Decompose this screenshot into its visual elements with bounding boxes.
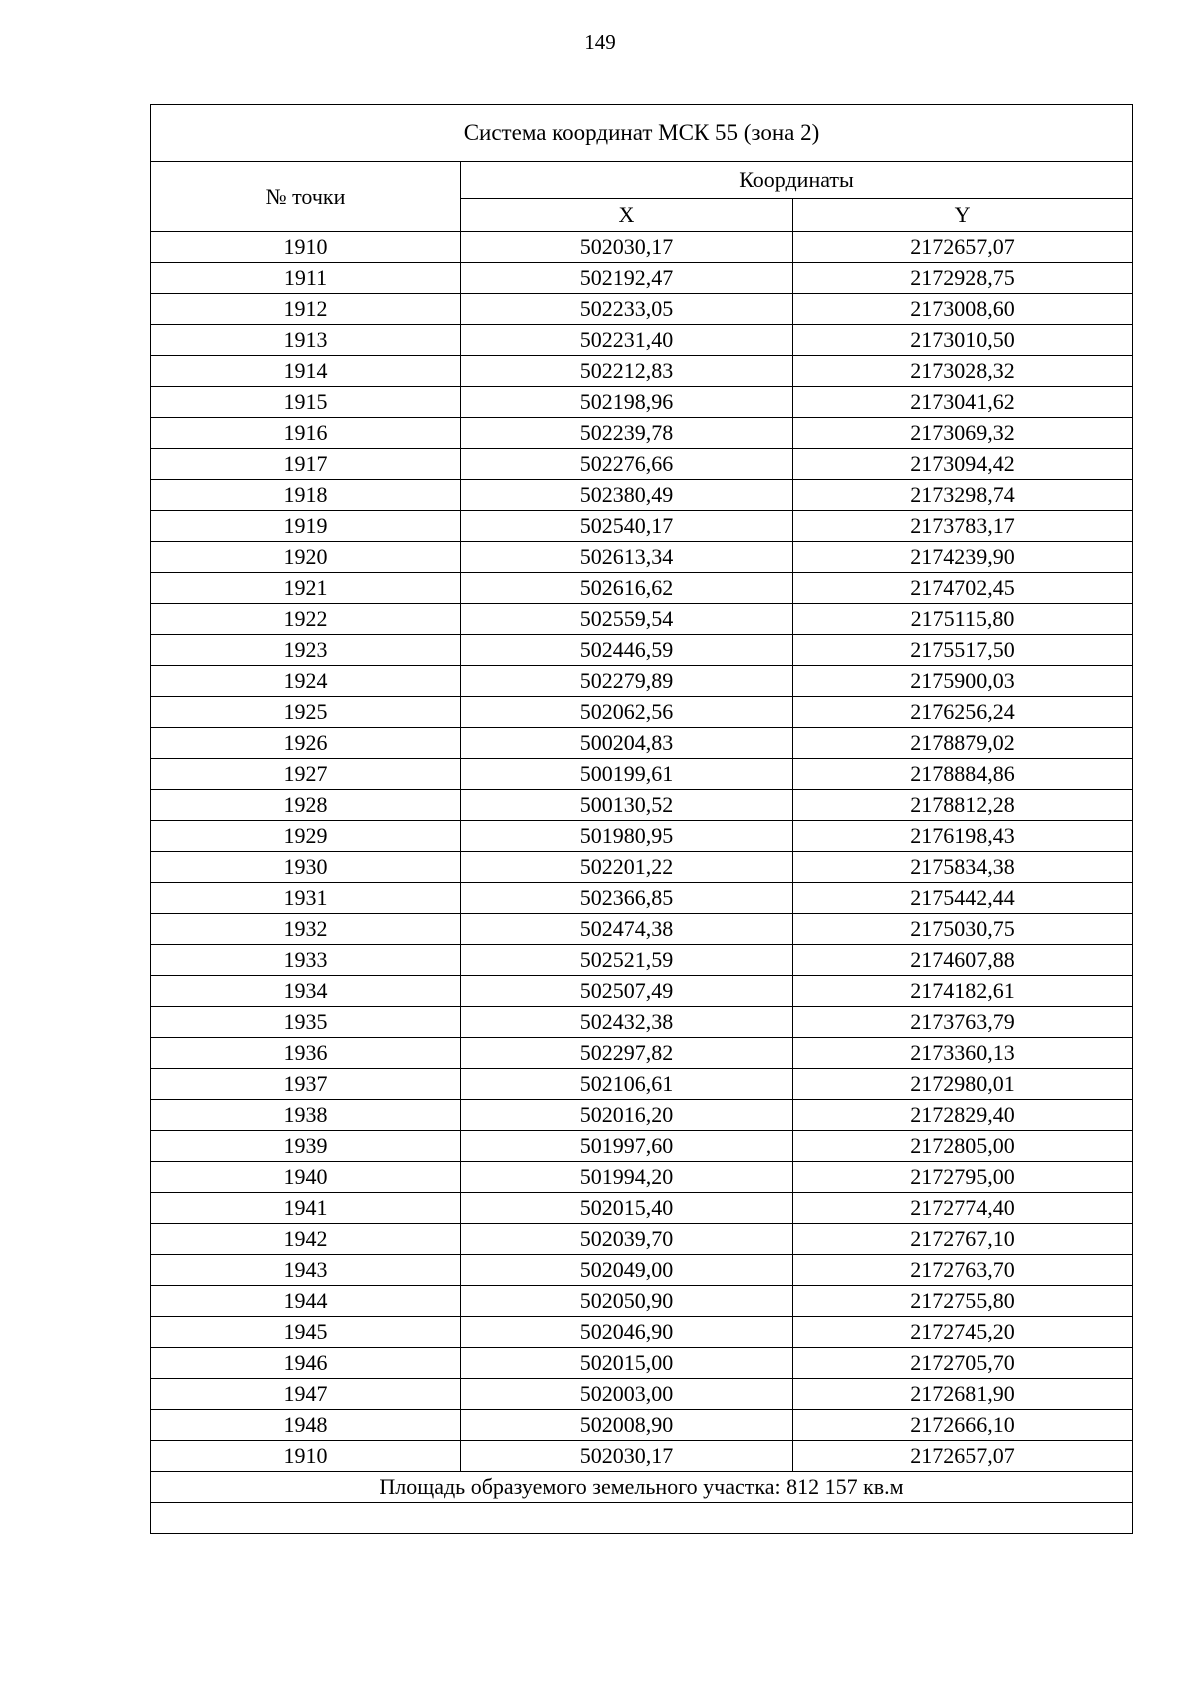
table-row <box>151 1348 1133 1379</box>
table-body <box>151 232 1133 1472</box>
table-row <box>151 1131 1133 1162</box>
x-cell: 502062,56 <box>461 697 793 728</box>
x-cell: 502432,38 <box>461 1007 793 1038</box>
y-cell: 2173360,13 <box>793 1038 1133 1069</box>
point-cell: 1910 <box>151 232 461 263</box>
x-cell: 502030,17 <box>461 1441 793 1472</box>
empty-row <box>151 1503 1133 1534</box>
x-cell: 502015,00 <box>461 1348 793 1379</box>
column-header-point: № точки <box>151 162 461 232</box>
point-cell: 1944 <box>151 1286 461 1317</box>
x-cell: 502008,90 <box>461 1410 793 1441</box>
y-cell: 2172763,70 <box>793 1255 1133 1286</box>
table-header <box>151 105 1133 232</box>
point-cell: 1946 <box>151 1348 461 1379</box>
y-cell: 2175517,50 <box>793 635 1133 666</box>
y-cell: 2173763,79 <box>793 1007 1133 1038</box>
y-cell: 2172755,80 <box>793 1286 1133 1317</box>
table-row <box>151 1410 1133 1441</box>
point-cell: 1915 <box>151 387 461 418</box>
point-cell: 1920 <box>151 542 461 573</box>
point-cell: 1941 <box>151 1193 461 1224</box>
y-cell: 2172774,40 <box>793 1193 1133 1224</box>
table-row <box>151 666 1133 697</box>
y-cell: 2172657,07 <box>793 232 1133 263</box>
y-cell: 2173041,62 <box>793 387 1133 418</box>
y-cell: 2173783,17 <box>793 511 1133 542</box>
y-cell: 2173008,60 <box>793 294 1133 325</box>
y-cell: 2172705,70 <box>793 1348 1133 1379</box>
table-row <box>151 1038 1133 1069</box>
point-cell: 1921 <box>151 573 461 604</box>
x-cell: 500130,52 <box>461 790 793 821</box>
point-cell: 1938 <box>151 1100 461 1131</box>
table-row <box>151 697 1133 728</box>
x-cell: 502106,61 <box>461 1069 793 1100</box>
y-cell: 2174607,88 <box>793 945 1133 976</box>
table-row <box>151 511 1133 542</box>
column-header-y: Y <box>793 199 1133 232</box>
table-row <box>151 1441 1133 1472</box>
table-row <box>151 1379 1133 1410</box>
x-cell: 502231,40 <box>461 325 793 356</box>
point-cell: 1932 <box>151 914 461 945</box>
table-row <box>151 1069 1133 1100</box>
point-cell: 1922 <box>151 604 461 635</box>
table-title: Система координат МСК 55 (зона 2) <box>151 105 1133 162</box>
table-row <box>151 728 1133 759</box>
x-cell: 502380,49 <box>461 480 793 511</box>
x-cell: 500204,83 <box>461 728 793 759</box>
y-cell: 2173028,32 <box>793 356 1133 387</box>
table-row <box>151 263 1133 294</box>
column-header-x: X <box>461 199 793 232</box>
point-cell: 1928 <box>151 790 461 821</box>
point-cell: 1945 <box>151 1317 461 1348</box>
y-cell: 2172928,75 <box>793 263 1133 294</box>
x-cell: 502016,20 <box>461 1100 793 1131</box>
y-cell: 2172666,10 <box>793 1410 1133 1441</box>
x-cell: 502050,90 <box>461 1286 793 1317</box>
table-row <box>151 325 1133 356</box>
point-cell: 1937 <box>151 1069 461 1100</box>
y-cell: 2173069,32 <box>793 418 1133 449</box>
x-cell: 502233,05 <box>461 294 793 325</box>
point-cell: 1935 <box>151 1007 461 1038</box>
y-cell: 2172767,10 <box>793 1224 1133 1255</box>
table-row <box>151 1317 1133 1348</box>
point-cell: 1925 <box>151 697 461 728</box>
y-cell: 2173298,74 <box>793 480 1133 511</box>
point-cell: 1931 <box>151 883 461 914</box>
point-cell: 1936 <box>151 1038 461 1069</box>
point-cell: 1929 <box>151 821 461 852</box>
page-number: 149 <box>584 30 616 54</box>
y-cell: 2175030,75 <box>793 914 1133 945</box>
table-row <box>151 976 1133 1007</box>
y-cell: 2175900,03 <box>793 666 1133 697</box>
x-cell: 502540,17 <box>461 511 793 542</box>
x-cell: 502049,00 <box>461 1255 793 1286</box>
table-row <box>151 635 1133 666</box>
x-cell: 502521,59 <box>461 945 793 976</box>
y-cell: 2174182,61 <box>793 976 1133 1007</box>
x-cell: 501997,60 <box>461 1131 793 1162</box>
y-cell: 2172805,00 <box>793 1131 1133 1162</box>
table-row <box>151 1193 1133 1224</box>
point-cell: 1927 <box>151 759 461 790</box>
point-cell: 1911 <box>151 263 461 294</box>
point-cell: 1919 <box>151 511 461 542</box>
y-cell: 2172795,00 <box>793 1162 1133 1193</box>
point-cell: 1923 <box>151 635 461 666</box>
x-cell: 502613,34 <box>461 542 793 573</box>
y-cell: 2178812,28 <box>793 790 1133 821</box>
area-summary: Площадь образуемого земельного участка: 812 157 кв.м <box>151 1472 1133 1503</box>
point-cell: 1917 <box>151 449 461 480</box>
point-cell: 1914 <box>151 356 461 387</box>
point-cell: 1939 <box>151 1131 461 1162</box>
point-cell: 1918 <box>151 480 461 511</box>
x-cell: 502192,47 <box>461 263 793 294</box>
point-cell: 1948 <box>151 1410 461 1441</box>
table-row <box>151 1286 1133 1317</box>
y-cell: 2174239,90 <box>793 542 1133 573</box>
point-cell: 1912 <box>151 294 461 325</box>
table-row <box>151 852 1133 883</box>
y-cell: 2172980,01 <box>793 1069 1133 1100</box>
table-row <box>151 480 1133 511</box>
y-cell: 2176198,43 <box>793 821 1133 852</box>
table-row <box>151 573 1133 604</box>
point-cell: 1926 <box>151 728 461 759</box>
y-cell: 2176256,24 <box>793 697 1133 728</box>
x-cell: 502046,90 <box>461 1317 793 1348</box>
y-cell: 2178884,86 <box>793 759 1133 790</box>
table-row <box>151 1162 1133 1193</box>
y-cell: 2175115,80 <box>793 604 1133 635</box>
point-cell: 1924 <box>151 666 461 697</box>
x-cell: 502297,82 <box>461 1038 793 1069</box>
point-cell: 1940 <box>151 1162 461 1193</box>
y-cell: 2172681,90 <box>793 1379 1133 1410</box>
x-cell: 502015,40 <box>461 1193 793 1224</box>
y-cell: 2174702,45 <box>793 573 1133 604</box>
table-row <box>151 232 1133 263</box>
x-cell: 502276,66 <box>461 449 793 480</box>
table-row <box>151 294 1133 325</box>
y-cell: 2175834,38 <box>793 852 1133 883</box>
table-row <box>151 387 1133 418</box>
x-cell: 502279,89 <box>461 666 793 697</box>
point-cell: 1916 <box>151 418 461 449</box>
point-cell: 1943 <box>151 1255 461 1286</box>
x-cell: 502559,54 <box>461 604 793 635</box>
table-row <box>151 1224 1133 1255</box>
y-cell: 2173094,42 <box>793 449 1133 480</box>
column-header-coordinates: Координаты <box>461 162 1133 199</box>
x-cell: 502039,70 <box>461 1224 793 1255</box>
x-cell: 502507,49 <box>461 976 793 1007</box>
point-cell: 1933 <box>151 945 461 976</box>
x-cell: 502239,78 <box>461 418 793 449</box>
x-cell: 501994,20 <box>461 1162 793 1193</box>
table-row <box>151 604 1133 635</box>
point-cell: 1942 <box>151 1224 461 1255</box>
point-cell: 1910 <box>151 1441 461 1472</box>
table-row <box>151 883 1133 914</box>
table-row <box>151 790 1133 821</box>
point-cell: 1930 <box>151 852 461 883</box>
point-cell: 1947 <box>151 1379 461 1410</box>
y-cell: 2172657,07 <box>793 1441 1133 1472</box>
y-cell: 2175442,44 <box>793 883 1133 914</box>
table-row <box>151 1100 1133 1131</box>
table-row <box>151 542 1133 573</box>
x-cell: 502616,62 <box>461 573 793 604</box>
table-row <box>151 914 1133 945</box>
y-cell: 2173010,50 <box>793 325 1133 356</box>
table-row <box>151 449 1133 480</box>
table-row <box>151 759 1133 790</box>
x-cell: 502474,38 <box>461 914 793 945</box>
x-cell: 502212,83 <box>461 356 793 387</box>
x-cell: 502201,22 <box>461 852 793 883</box>
y-cell: 2178879,02 <box>793 728 1133 759</box>
table-row <box>151 821 1133 852</box>
table-row <box>151 356 1133 387</box>
table-row <box>151 1007 1133 1038</box>
x-cell: 501980,95 <box>461 821 793 852</box>
x-cell: 502030,17 <box>461 232 793 263</box>
point-cell: 1913 <box>151 325 461 356</box>
y-cell: 2172745,20 <box>793 1317 1133 1348</box>
table-row <box>151 1255 1133 1286</box>
table-row <box>151 418 1133 449</box>
x-cell: 502198,96 <box>461 387 793 418</box>
point-cell: 1934 <box>151 976 461 1007</box>
x-cell: 502446,59 <box>461 635 793 666</box>
table-footer <box>151 1472 1133 1534</box>
coordinates-table <box>150 104 1133 1534</box>
x-cell: 500199,61 <box>461 759 793 790</box>
x-cell: 502003,00 <box>461 1379 793 1410</box>
table-row <box>151 945 1133 976</box>
x-cell: 502366,85 <box>461 883 793 914</box>
y-cell: 2172829,40 <box>793 1100 1133 1131</box>
